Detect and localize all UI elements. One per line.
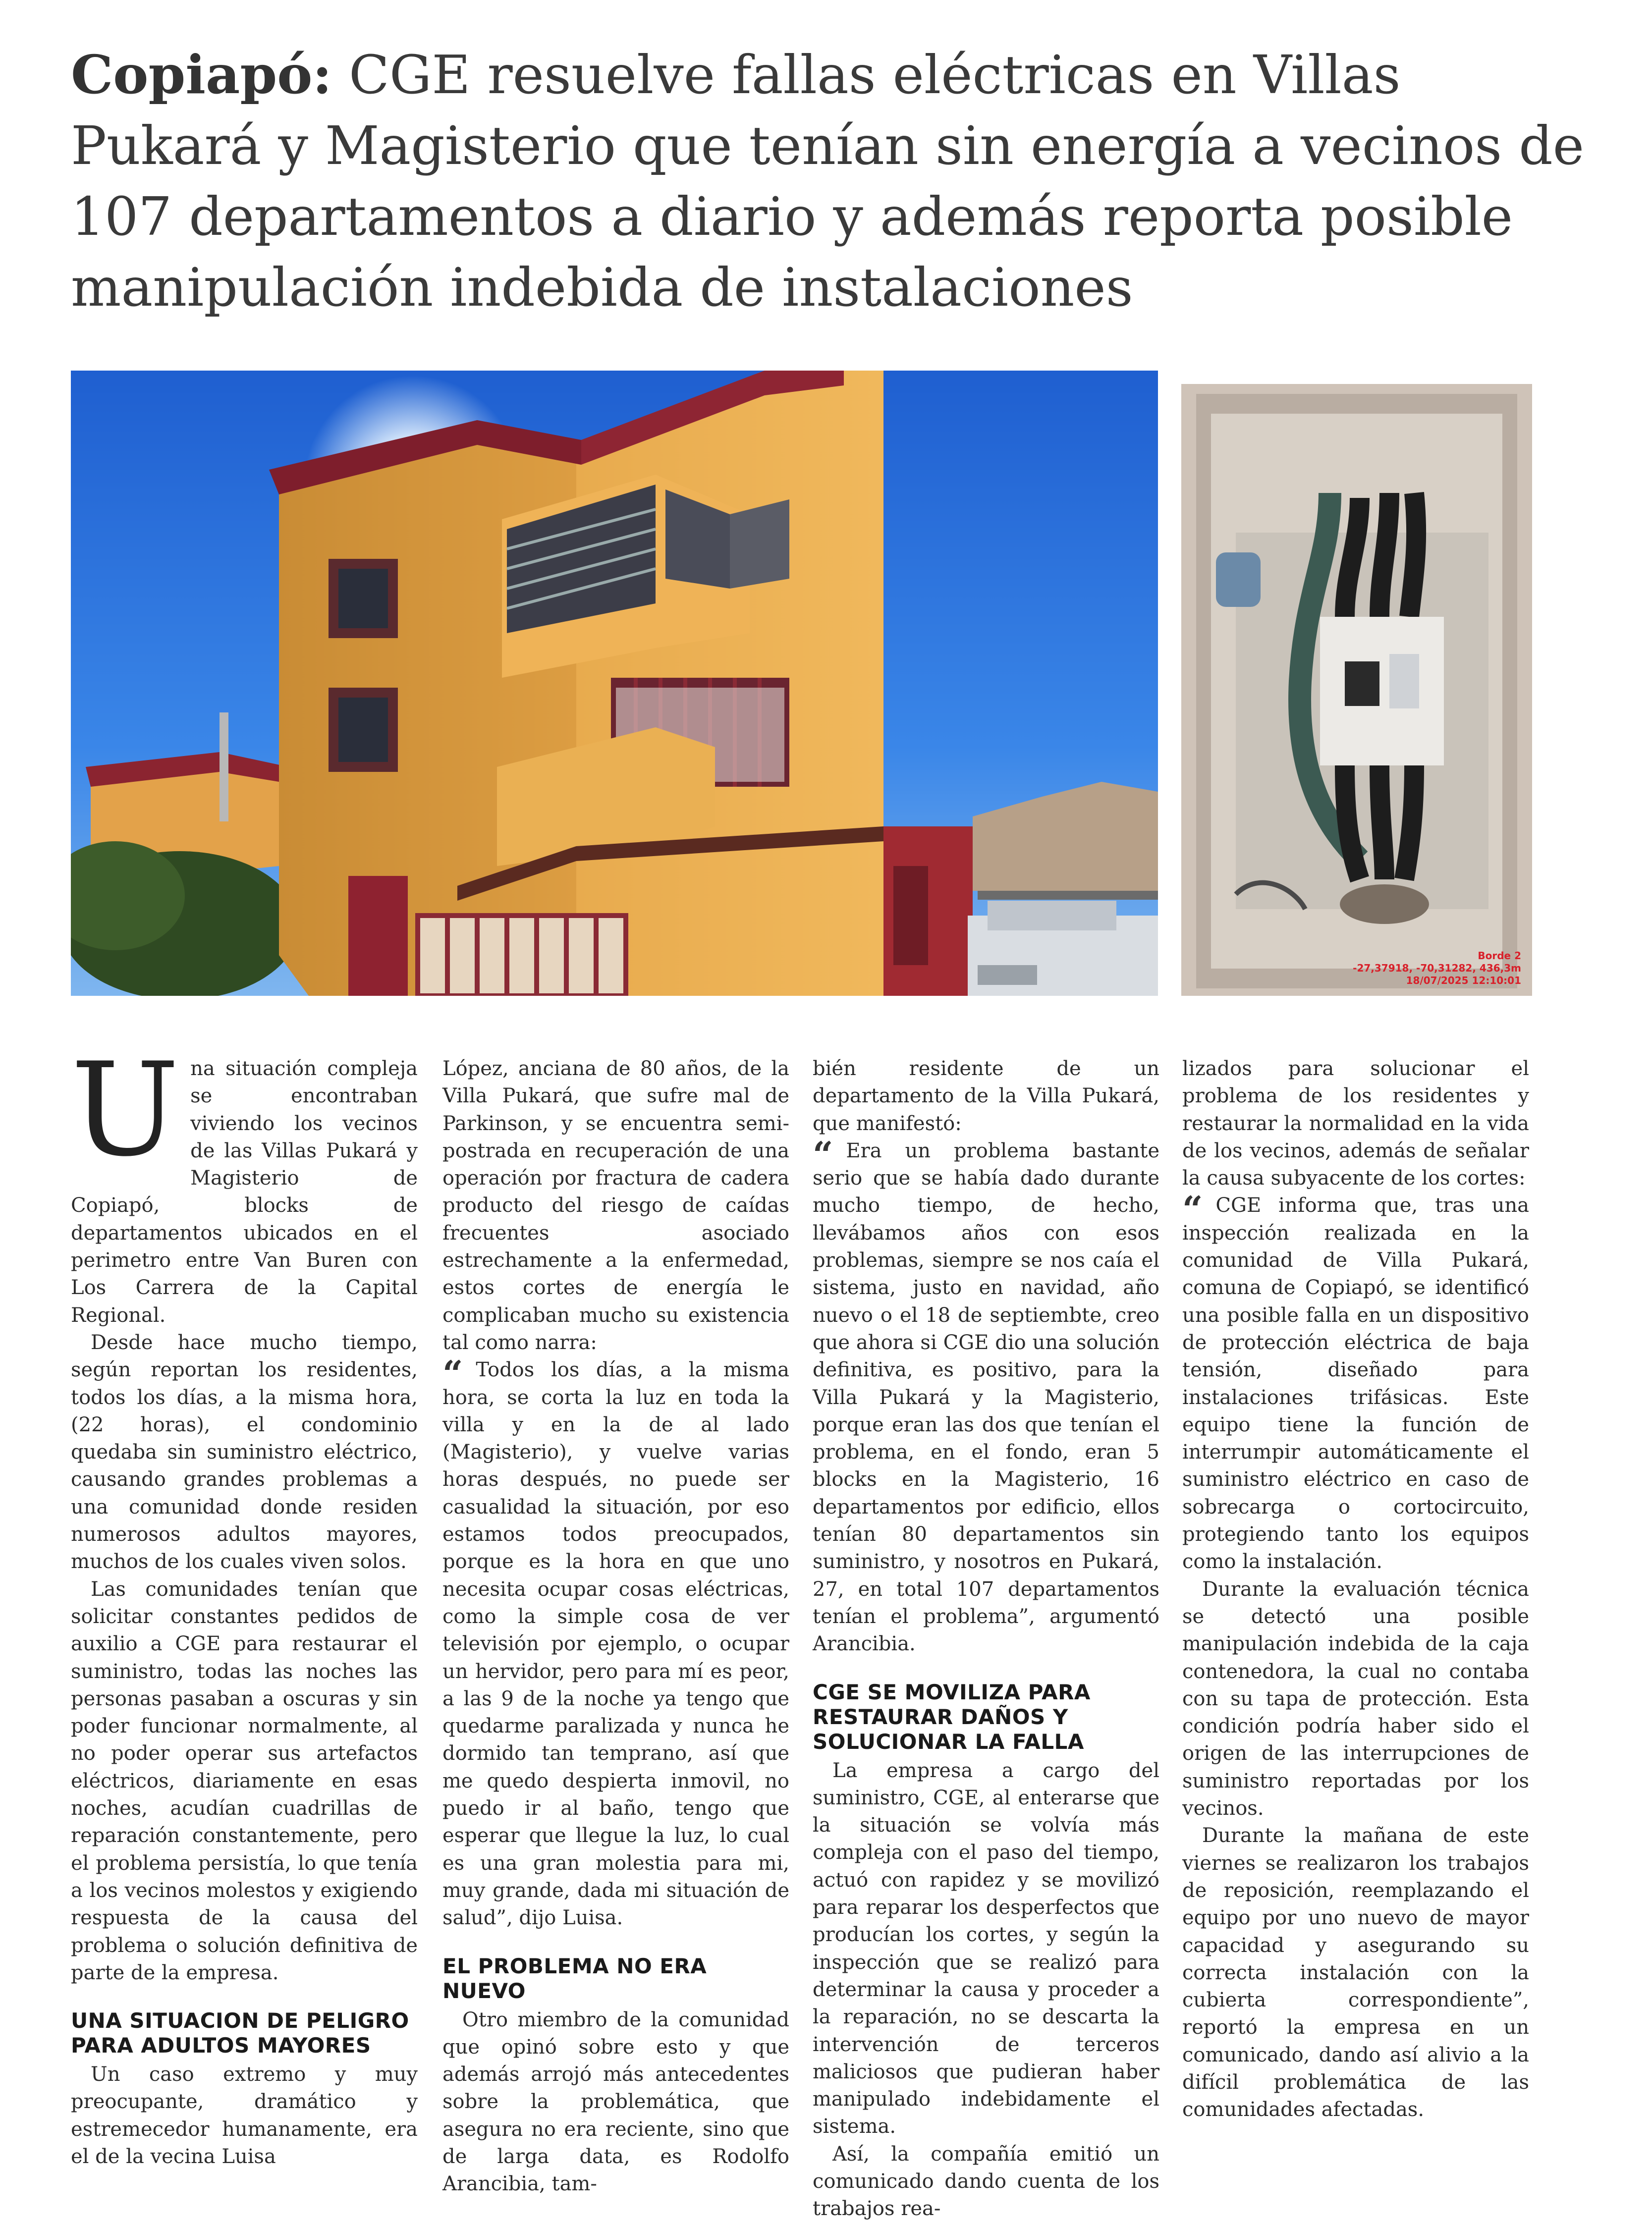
article-column-4 (1182, 1055, 1529, 2121)
photo-geotag-stamp (1353, 950, 1521, 987)
article-column-1 (71, 1035, 418, 2168)
article-paragraph: Así, la compañía emitió un comunicado dando cuenta de los trabajos rea- (813, 2142, 1159, 2221)
article-paragraph: Una situación compleja se encontraban viviendo los vecinos de las Villas Pukará y Magisterio de Copiapó, blocks de departamentos ubicados en el perimetro entre Van Buren con Los Carrera de la Capital Regional. (71, 1035, 418, 1327)
article-column-2 (442, 1055, 789, 2196)
article-quote: “ CGE informa que, tras una inspección realizada en la comunidad de Villa Pukará, comuna de Copiapó, se identificó una posible falla en un dispositivo de protección eléctrica de baja tensión, diseñado para instalaciones trifásicas. Este equipo tiene la función de interrumpir automáticamente el suministro eléctrico en caso de sobrecarga o cortocircuito, protegiendo tanto los equipos como la instalación. (1182, 1188, 1529, 1573)
stamp-line-1: Borde 2 (1478, 950, 1521, 962)
article-paragraph: Durante la mañana de este viernes se realizaron los trabajos de reposición, reemplazando el equipo por uno nuevo de mayor capacidad y asegurando su correcta instalación con la cubierta correspondiente”, reportó la empresa en un comunicado, dando así alivio a la difícil problemática de las comunidades afectadas. (1182, 1824, 1529, 2121)
quote-mark-icon: “ (813, 1133, 833, 1176)
article-column-3 (813, 1055, 1159, 2221)
article-paragraph: Otro miembro de la comunidad que opinó sobre esto y que además arrojó más antecedentes sobre la problemática, que asegura no era reciente, sino que de larga data, es Rodolfo Arancibia, tam- (442, 2008, 789, 2196)
electrical-box-photo (1181, 384, 1532, 996)
quote-mark-icon: “ (1182, 1188, 1203, 1231)
article-quote: “ Era un problema bastante serio que se había dado durante mucho tiempo, de hecho, llevábamos años con esos problemas, siempre se nos caía el sistema, justo en navidad, año nuevo o el 18 de septiembte, creo que ahora si CGE dio una solución definitiva, es positivo, para la Villa Pukará y la Magisterio, porque eran las dos que tenían el problema, en el fondo, eran 5 blocks en la Magisterio, 16 departamentos por edificio, ellos tenían 80 departamentos sin suministro, y nosotros en Pukará, 27, en total 107 departamentos tenían el problema”, argumentó Arancibia. (813, 1133, 1159, 1656)
drop-cap: U (71, 1035, 180, 1185)
article-quote: “ Todos los días, a la misma hora, se corta la luz en toda la villa y en la de al lado (Magisterio), y vuelve varias horas después, no puede ser casualidad la situación, por eso estamos todos preocupados, porque es la hora en que uno necesita ocupar cosas eléctricas, como la simple cosa de ver televisión por ejemplo, o ocupar un hervidor, pero para mí es peor, a las 9 de la noche ya tengo que quedarme paralizada y nunca he dormido tan temprano, así que me quedo despierta inmovil, no puedo ir al baño, tengo que esperar que llegue la luz, lo cual es una gran molestia para mi, muy grande, dada mi situación de salud”, dijo Luisa. (442, 1353, 789, 1930)
article-paragraph: La empresa a cargo del suministro, CGE, al enterarse que la situación se volvía más compleja con el paso del tiempo, actuó con rapidez y se movilizó para reparar los desperfectos que producían los cortes, y según la inspección que se realizó para determinar la causa y proceder a la reparación, no se descarta la intervención de terceros maliciosos que pudieran haber manipulado indebidamente el sistema. (813, 1759, 1159, 2138)
headline-location: Copiapó: (71, 44, 332, 106)
section-subhead: UNA SITUACION DE PELIGRO PARA ADULTOS MAYORES (71, 2008, 409, 2058)
section-subhead: CGE SE MOVILIZA PARA RESTAURAR DAÑOS Y SOLUCIONAR LA FALLA (813, 1680, 1091, 1754)
article-paragraph: bién residente de un departamento de la Villa Pukará, que manifestó: (813, 1057, 1159, 1135)
article-paragraph: Las comunidades tenían que solicitar constantes pedidos de auxilio a CGE para restaurar el suministro, todas las noches las personas pasaban a oscuras y sin poder funcionar normalmente, al no poder operar sus artefactos eléctricos, diariamente en esas noches, acudían cuadrillas de reparación constantemente, pero el problema persistía, lo que tenía a los vecinos molestos y exigiendo respuesta de la causa del problema o solución definitiva de parte de la empresa. (71, 1577, 418, 1984)
article-paragraph: Desde hace mucho tiempo, según reportan los residentes, todos los días, a la misma hora, (22 horas), el condominio quedaba sin suministro eléctrico, causando grandes problemas a una comunidad donde residen numerosos adultos mayores, muchos de los cuales viven solos. (71, 1331, 418, 1573)
article-paragraph: Durante la evaluación técnica se detectó una posible manipulación indebida de la caja contenedora, la cual no contaba con su tapa de protección. Esta condición podría haber sido el origen de las interrupciones de suministro reportadas por los vecinos. (1182, 1577, 1529, 1820)
headline (71, 40, 1587, 324)
stamp-line-3: 18/07/2025 12:10:01 (1406, 975, 1521, 986)
building-photo (71, 371, 1158, 996)
article-paragraph: Un caso extremo y muy preocupante, dramático y estremecedor humanamente, era el de la vecina Luisa (71, 2063, 418, 2168)
section-subhead: EL PROBLEMA NO ERA NUEVO (442, 1953, 707, 2003)
quote-mark-icon: “ (442, 1353, 463, 1395)
stamp-line-2: -27,37918, -70,31282, 436,3m (1353, 962, 1521, 974)
headline-text: CGE resuelve fallas eléctricas en Villas Pukará y Magisterio que tenían sin energía a vecinos de 107 departamentos a diario y además reporta posible manipulación indebida de instalaciones (71, 45, 1585, 319)
article-paragraph: López, anciana de 80 años, de la Villa Pukará, que sufre mal de Parkinson, y se encuentra semi-postrada en recuperación de una operación por fractura de cadera producto del riesgo de caídas frecuentes asociado estrechamente a la enfermedad, estos cortes de energía le complicaban mucho su existencia tal como narra: (442, 1057, 789, 1354)
article-paragraph: lizados para solucionar el problema de los residentes y restaurar la normalidad en la vida de los vecinos, además de señalar la causa subyacente de los cortes: (1182, 1057, 1529, 1190)
